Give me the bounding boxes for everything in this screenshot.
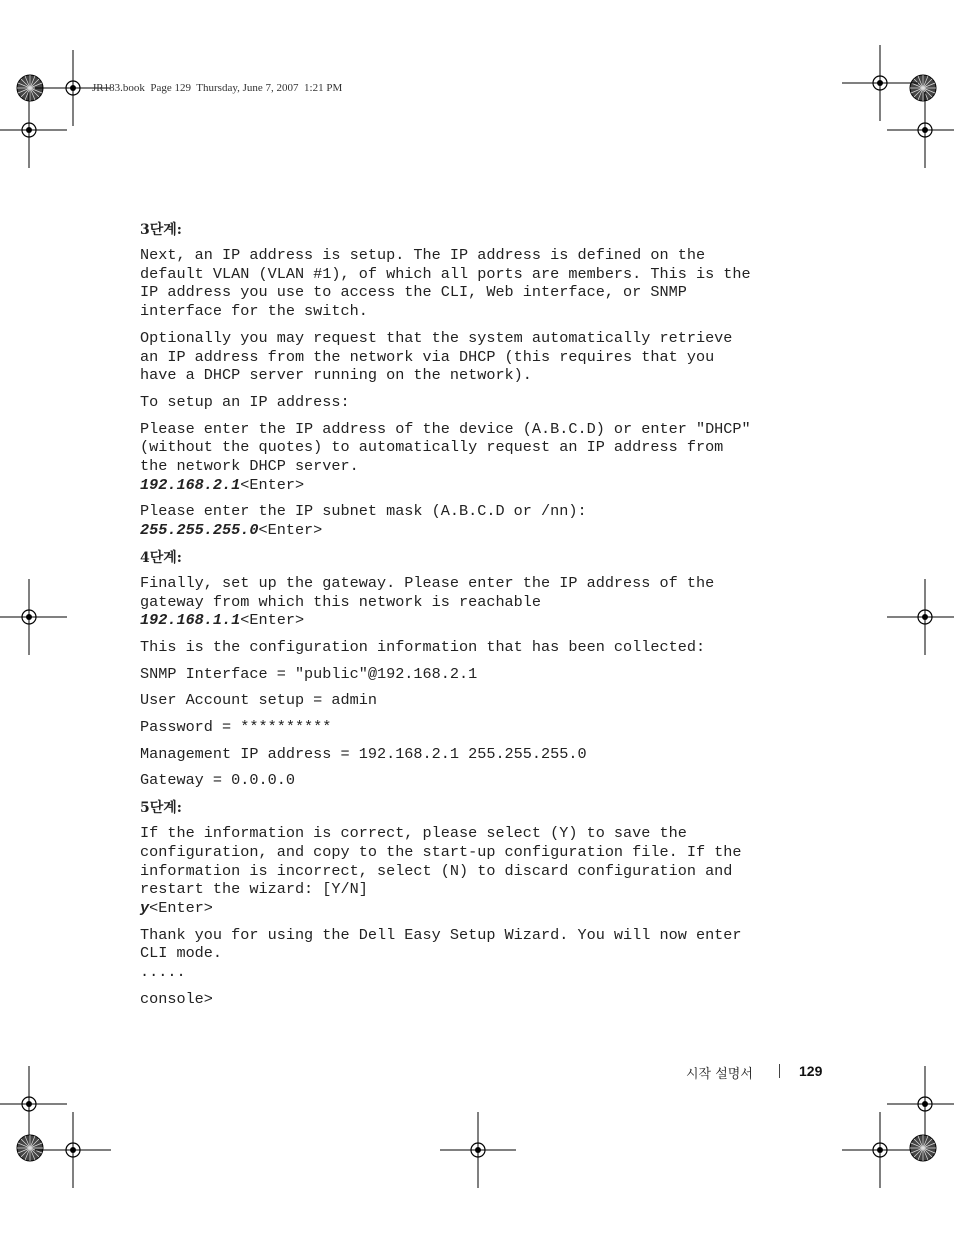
config-line: Password = ********** — [140, 718, 332, 737]
step-heading: 5단계: — [140, 800, 182, 817]
enter-key: <Enter> — [240, 475, 305, 494]
user-input-confirm: y — [140, 898, 150, 917]
config-line: SNMP Interface = "public"@192.168.2.1 — [140, 664, 478, 683]
print-header: JR183.book Page 129 Thursday, June 7, 2007 1:21 PM — [92, 82, 343, 94]
step-heading: 4단계: — [140, 549, 182, 566]
user-input-mask: 255.255.255.0 — [140, 521, 259, 540]
page-number: 129 — [799, 1063, 823, 1079]
console-prompt: console> — [140, 989, 213, 1008]
user-input-gateway: 192.168.1.1 — [140, 611, 241, 630]
enter-key: <Enter> — [149, 898, 213, 917]
enter-key: <Enter> — [240, 611, 305, 630]
paragraph: Next, an IP address is setup. The IP address is defined on the default VLAN (VLAN #1), of which all ports are members. This is the IP address you use to access the CLI, Web interface, or SNMP interface for the switch. — [140, 246, 751, 321]
paragraph: This is the configuration information that has been collected: — [140, 637, 706, 656]
config-line: Gateway = 0.0.0.0 — [140, 771, 295, 790]
paragraph: Please enter the IP address of the device (A.B.C.D) or enter "DHCP" (without the quotes) to automatically request an IP address from the network DHCP server. 192.168.2.1<Enter> — [140, 419, 751, 494]
page-content — [140, 220, 780, 1017]
paragraph: Thank you for using the Dell Easy Setup Wizard. You will now enter CLI mode. ..... — [140, 925, 742, 982]
paragraph: To setup an IP address: — [140, 392, 350, 411]
config-line: Management IP address = 192.168.2.1 255.255.255.0 — [140, 744, 587, 763]
config-line: User Account setup = admin — [140, 691, 377, 710]
step-heading: 3단계: — [140, 222, 182, 238]
paragraph: Finally, set up the gateway. Please enter the IP address of the gateway from which this network is reachable 192.168.1.1<Enter> — [140, 573, 715, 630]
footer-section-title: 시작 설명서 — [686, 1067, 753, 1082]
paragraph: Please enter the IP subnet mask (A.B.C.D or /nn): 255.255.255.0<Enter> — [140, 502, 587, 540]
footer-divider — [779, 1064, 780, 1078]
user-input-ip: 192.168.2.1 — [140, 475, 241, 494]
paragraph: Optionally you may request that the system automatically retrieve an IP address from the network via DHCP (this requires that you have a DHCP server running on the network). — [140, 328, 733, 385]
paragraph: If the information is correct, please select (Y) to save the configuration, and copy to the start-up configuration file. If the information is incorrect, select (N) to discard configuration and restart the wizard: [Y/N] y<Enter> — [140, 824, 742, 917]
enter-key: <Enter> — [258, 521, 323, 540]
